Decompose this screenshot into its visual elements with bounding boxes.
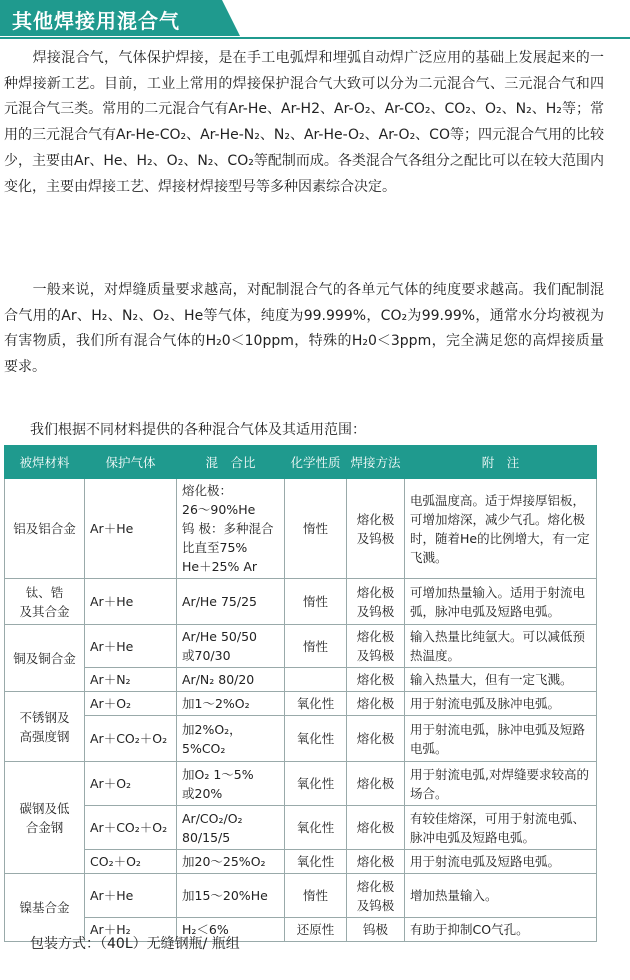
cell-note: 输入热量比纯氩大。可以减低预热温度。 [405,625,597,668]
cell-note: 用于射流电弧,对焊缝要求较高的场合。 [405,762,597,806]
cell-note: 电弧温度高。适于焊接厚铝板，可增加熔深，减少气孔。熔化极时，随着He的比例增大，有一定飞溅。 [405,479,597,579]
cell-chemistry: 惰性 [285,625,347,668]
cell-method: 熔化极 [347,806,405,850]
cell-chemistry: 氧化性 [285,806,347,850]
table-row [5,762,597,806]
header-method: 焊接方法 [347,446,405,479]
cell-ratio: 加O₂ 1～5% 或20% [177,762,285,806]
cell-method: 熔化极 [347,850,405,874]
title-underline [0,37,630,39]
cell-note: 有较佳熔深，可用于射流电弧、脉冲电弧及短路电弧。 [405,806,597,850]
cell-method: 熔化极 及钨极 [347,874,405,918]
cell-gas: Ar＋He [85,479,177,579]
cell-chemistry: 还原性 [285,918,347,942]
cell-gas: CO₂＋O₂ [85,850,177,874]
cell-note: 输入热量大，但有一定飞溅。 [405,668,597,692]
table-row [5,479,597,579]
cell-ratio: Ar/He 75/25 [177,579,285,625]
cell-gas: Ar＋He [85,625,177,668]
cell-gas: Ar＋CO₂＋O₂ [85,716,177,762]
table-row [5,579,597,625]
page-title: 其他焊接用混合气 [12,9,180,33]
cell-method: 熔化极 [347,668,405,692]
header-gas: 保护气体 [85,446,177,479]
cell-gas: Ar＋N₂ [85,668,177,692]
cell-gas: Ar＋O₂ [85,762,177,806]
header-chemistry: 化学性质 [285,446,347,479]
cell-ratio: 加15～20%He [177,874,285,918]
cell-material: 碳钢及低 合金钢 [5,762,85,874]
cell-method: 熔化极 [347,762,405,806]
cell-note: 增加热量输入。 [405,874,597,918]
table-row [5,806,597,850]
header-ratio: 混 合比 [177,446,285,479]
cell-chemistry: 惰性 [285,479,347,579]
cell-method: 熔化极 及钨极 [347,479,405,579]
cell-chemistry: 氧化性 [285,850,347,874]
table-row [5,692,597,716]
cell-chemistry: 惰性 [285,579,347,625]
paragraph-intro: 焊接混合气，气体保护焊接，是在手工电弧焊和埋弧自动焊广泛应用的基础上发展起来的一种焊接新工艺。目前，工业上常用的焊接保护混合气大致可以分为二元混合气、三元混合气和四元混合气三类。常用的二元混合气有Ar-He、Ar-H2、Ar-O₂、Ar-CO₂、CO₂、O₂、N₂、H₂等；常用的三元混合气有Ar-He-CO₂、Ar-He-N₂、N₂、Ar-He-O₂、Ar-O₂、CO等；四元混合气用的比较少，主要由Ar、He、H₂、O₂、N₂、CO₂等配制而成。各类混合气各组分之配比可以在较大范围内变化，主要由焊接工艺、焊接材焊接型号等多种因素综合决定。 [4,50,604,195]
cell-gas: Ar＋O₂ [85,692,177,716]
cell-chemistry: 氧化性 [285,716,347,762]
cell-material: 钛、锆 及其合金 [5,579,85,625]
cell-ratio: 加2%O₂， 5%CO₂ [177,716,285,762]
cell-ratio: 熔化极： 26～90%He 钨 极：多种混合比直至75% He＋25% Ar [177,479,285,579]
cell-gas: Ar＋H₂ [85,918,177,942]
cell-ratio: H₂＜6% [177,918,285,942]
cell-method: 熔化极 及钨极 [347,579,405,625]
header-note: 附 注 [405,446,597,479]
cell-gas: Ar＋He [85,874,177,918]
packaging-note: 包装方式：（40L）无缝钢瓶/ 瓶组 [30,936,240,952]
cell-chemistry: 氧化性 [285,762,347,806]
cell-chemistry: 氧化性 [285,692,347,716]
cell-gas: Ar＋He [85,579,177,625]
table-row [5,668,597,692]
cell-ratio: Ar/CO₂/O₂ 80/15/5 [177,806,285,850]
gas-mixture-table [4,445,597,942]
table-row [5,850,597,874]
cell-note: 用于射流电弧及脉冲电弧。 [405,692,597,716]
cell-method: 钨极 [347,918,405,942]
paragraph-purity: 一般来说，对焊缝质量要求越高，对配制混合气的各单元气体的纯度要求越高。我们配制混合气用的Ar、H₂、N₂、O₂、He等气体，纯度为99.999%，CO₂为99.99%，通常水分均被视为有害物质，我们所有混合气体的H₂0＜10ppm，特殊的H₂0＜3ppm，完全满足您的高焊接质量要求。 [4,282,604,376]
cell-note: 有助于抑制CO气孔。 [405,918,597,942]
cell-material: 铝及铝合金 [5,479,85,579]
cell-chemistry: 惰性 [285,874,347,918]
table-header-row [5,446,597,479]
cell-ratio: Ar/N₂ 80/20 [177,668,285,692]
table-intro: 我们根据不同材料提供的各种混合气体及其适用范围： [30,422,366,438]
table-row [5,716,597,762]
cell-material: 铜及铜合金 [5,625,85,692]
cell-material: 镍基合金 [5,874,85,942]
cell-note: 用于射流电弧，脉冲电弧及短路电弧。 [405,716,597,762]
cell-method: 熔化极 [347,716,405,762]
cell-ratio: Ar/He 50/50 或70/30 [177,625,285,668]
cell-note: 可增加热量输入。适用于射流电弧，脉冲电弧及短路电弧。 [405,579,597,625]
table-row [5,874,597,918]
cell-gas: Ar＋CO₂＋O₂ [85,806,177,850]
cell-material: 不锈钢及 高强度钢 [5,692,85,762]
table-row [5,625,597,668]
cell-ratio: 加1～2%O₂ [177,692,285,716]
cell-method: 熔化极 及钨极 [347,625,405,668]
cell-method: 熔化极 [347,692,405,716]
header-material: 被焊材料 [5,446,85,479]
cell-ratio: 加20～25%O₂ [177,850,285,874]
cell-chemistry [285,668,347,692]
cell-note: 用于射流电弧及短路电弧。 [405,850,597,874]
